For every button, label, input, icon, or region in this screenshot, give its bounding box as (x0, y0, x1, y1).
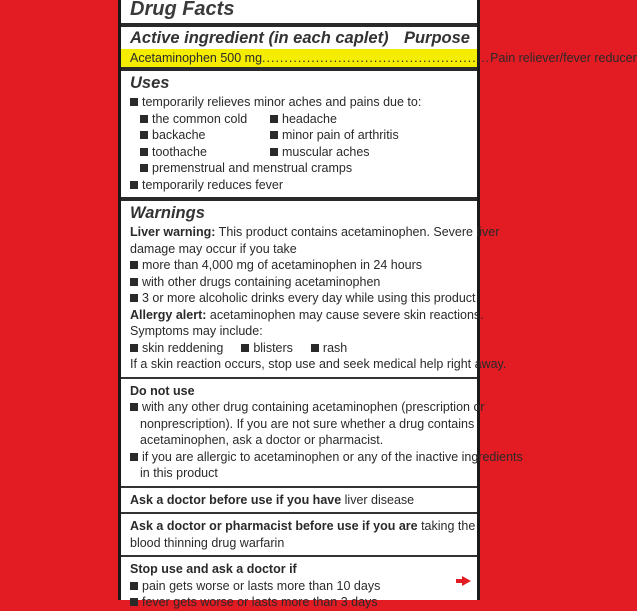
list-item-cont: acetaminophen, ask a doctor or pharmacist. (140, 433, 384, 447)
list-item: with other drugs containing acetaminophen (130, 274, 470, 291)
ingredient-row (121, 49, 637, 67)
list-item: the common cold (140, 111, 270, 128)
divider (121, 555, 477, 557)
divider (121, 512, 477, 514)
continue-arrow-icon (462, 576, 471, 586)
bullet-icon (130, 181, 138, 189)
list-item-cont: in this product (140, 466, 218, 480)
list-item: premenstrual and menstrual cramps (130, 160, 470, 177)
bullet-icon (130, 344, 138, 352)
ask-doctor: Ask a doctor before use if you have liver disease (130, 492, 415, 507)
bullet-icon (130, 453, 138, 461)
list-item: toothache (140, 144, 270, 161)
divider (121, 197, 477, 201)
list-item-cont: nonprescription). If you are not sure whether a drug contains (140, 416, 475, 431)
bullet-icon (270, 131, 278, 139)
drug-facts-title: Drug Facts (130, 0, 235, 20)
list-item: more than 4,000 mg of acetaminophen in 24 hours (130, 257, 470, 274)
list-item: rash (311, 340, 347, 357)
list-item: minor pain of arthritis (270, 127, 470, 144)
divider (121, 486, 477, 488)
list-item: if you are allergic to acetaminophen or any of the inactive ingredients (130, 449, 470, 466)
list-item: blisters (241, 340, 293, 357)
purpose-heading: Purpose (403, 29, 470, 47)
bullet-icon (270, 148, 278, 156)
skin-reaction-stop: If a skin reaction occurs, stop use and seek medical help right away. (130, 357, 507, 371)
stop-use-heading: Stop use and ask a doctor if (130, 562, 297, 576)
bullet-icon (130, 98, 138, 106)
bullet-icon (130, 598, 138, 606)
leader-dots: ................................................... (262, 51, 491, 65)
bullet-icon (130, 582, 138, 590)
uses-heading: Uses (130, 74, 170, 92)
do-not-use-heading: Do not use (130, 383, 195, 398)
divider (121, 67, 477, 71)
ask-pharmacist-cont: blood thinning drug warfarin (130, 535, 285, 550)
warnings-heading: Warnings (130, 204, 205, 222)
bullet-icon (140, 148, 148, 156)
drug-facts-panel (118, 0, 637, 609)
ingredient-purpose: Pain reliever/fever reducer (490, 51, 637, 65)
list-item: headache (270, 111, 470, 128)
bullet-icon (241, 344, 249, 352)
active-ingredient-heading: Active ingredient (in each caplet) (130, 29, 389, 47)
uses-grid (130, 111, 470, 161)
symptom-list (130, 340, 470, 357)
list-item: backache (140, 127, 270, 144)
list-item: pain gets worse or lasts more than 10 days (130, 578, 470, 595)
symptoms-label: Symptoms may include: (130, 324, 263, 338)
list-item: with any other drug containing acetaminophen (prescription or (130, 399, 470, 416)
bullet-icon (140, 164, 148, 172)
ingredient-name: Acetaminophen 500 mg (130, 51, 263, 65)
liver-warning-cont: damage may occur if you take (130, 241, 297, 256)
list-item: 3 or more alcoholic drinks every day while using this product (130, 290, 470, 307)
list-item: muscular aches (270, 144, 470, 161)
bullet-icon (130, 278, 138, 286)
bullet-icon (130, 294, 138, 302)
bullet-icon (130, 403, 138, 411)
list-item: fever gets worse or lasts more than 3 days (130, 594, 470, 611)
list-item: temporarily reduces fever (130, 177, 470, 194)
active-ingredient-header (130, 27, 470, 49)
list-item: skin reddening (130, 340, 223, 357)
bullet-icon (311, 344, 319, 352)
ask-pharmacist: Ask a doctor or pharmacist before use if you are taking the (130, 519, 476, 533)
divider (121, 377, 477, 379)
bullet-icon (140, 115, 148, 123)
bullet-icon (130, 261, 138, 269)
allergy-alert: Allergy alert: acetaminophen may cause severe skin reactions. (130, 307, 484, 322)
bullet-icon (140, 131, 148, 139)
bullet-icon (270, 115, 278, 123)
liver-warning: Liver warning: This product contains acetaminophen. Severe liver (130, 225, 500, 239)
list-item: temporarily relieves minor aches and pains due to: (130, 94, 470, 111)
